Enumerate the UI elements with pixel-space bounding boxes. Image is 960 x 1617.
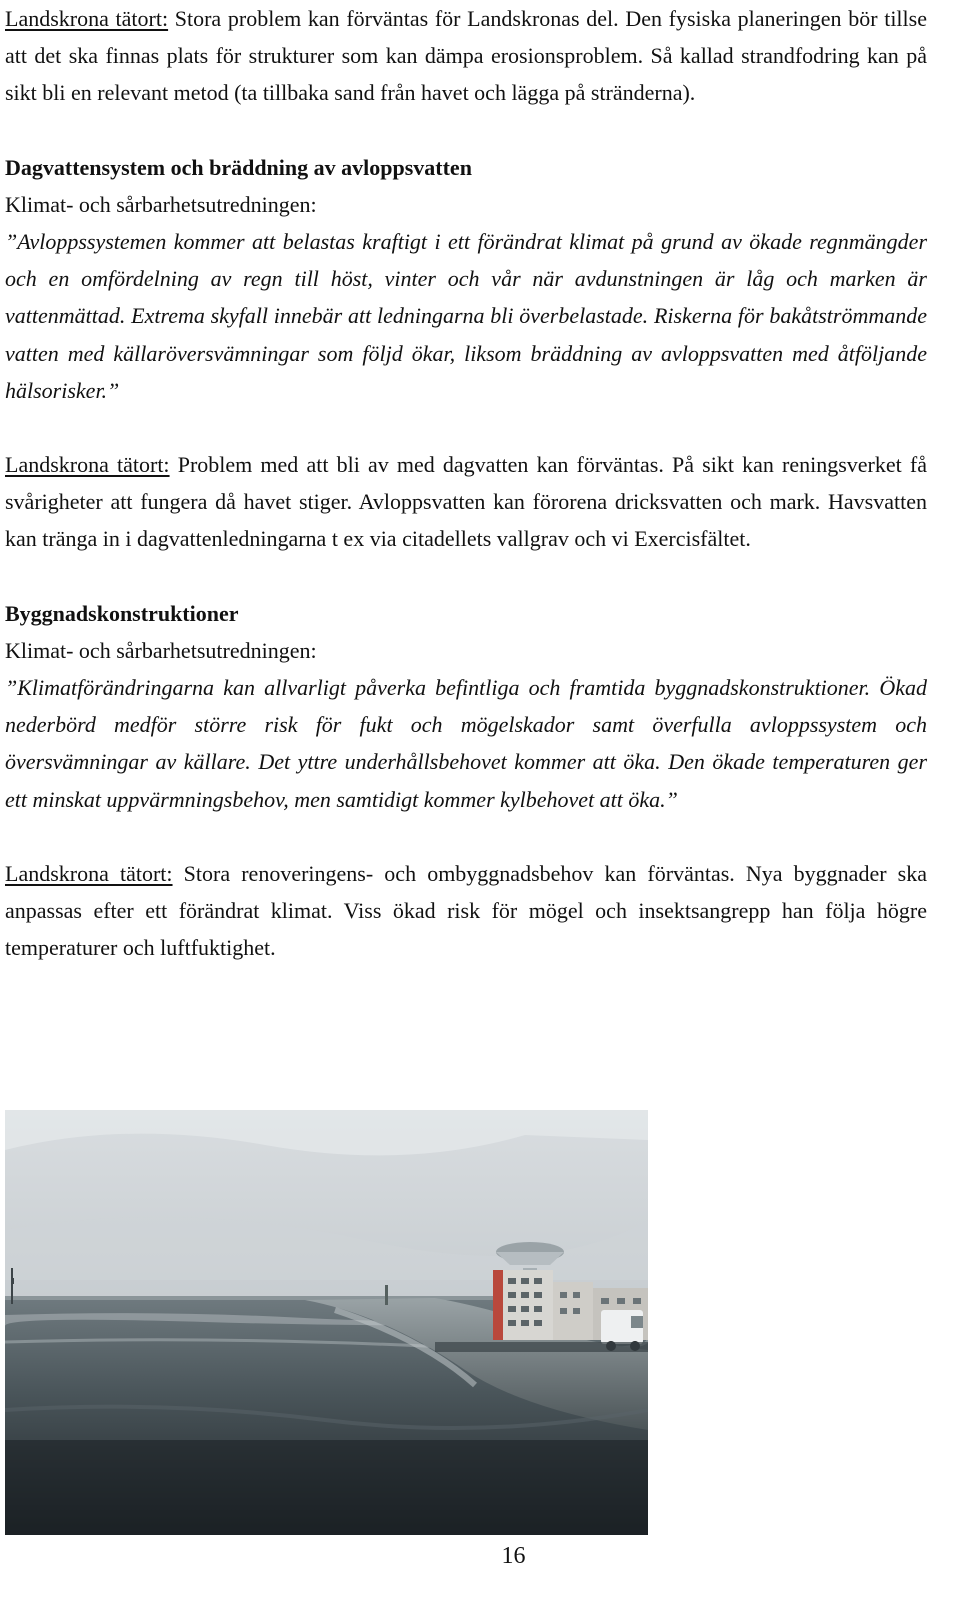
section1-local-text: Problem med att bli av med dagvatten kan förväntas. På sikt kan reningsverket få svårigheter att fungera då havet stiger. Avloppsvatten kan förorena dricksvatten och mark. Havsvatten kan tränga in i dagvattenledningarna t ex via citadellets vallgrav och vi Exercisfältet. <box>5 452 928 552</box>
section2-local-label: Landskrona tätort: <box>5 860 173 886</box>
section-heading-dagvatten: Dagvattensystem och bräddning av avloppsvatten <box>5 154 472 180</box>
section1-quote: ”Avloppssystemen kommer att belastas kraftigt i ett förändrat klimat på grund av ökade regnmängder och en omfördelning av regn till höst, vinter och vår när avdunstningen är låg och marken är vattenmättad. Extrema skyfall innebär att ledningarna bli överbelastade. Riskerna för bakåtströmmande vatten med källaröversvämningar som följd ökar, liksom bräddning av avloppsvatten med åtföljande hälsorisker.” <box>5 229 927 403</box>
section1-local-paragraph <box>5 446 927 558</box>
intro-paragraph <box>5 0 927 112</box>
page-number: 16 <box>501 1543 526 1569</box>
section2-source: Klimat- och sårbarhetsutredningen: <box>5 637 317 663</box>
intro-text: Stora problem kan förväntas för Landskronas del. Den fysiska planeringen bör tillse att det ska finnas plats för strukturer som kan dämpa erosionsproblem. Så kallad strandfodring kan på sikt bli en relevant metod (ta tillbaka sand från havet och lägga på stränderna). <box>5 6 927 106</box>
section2-local-paragraph <box>5 855 927 967</box>
flooded-harbour-photo <box>5 1110 648 1535</box>
section1-local-label: Landskrona tätort: <box>5 452 170 478</box>
section1-source: Klimat- och sårbarhetsutredningen: <box>5 191 317 217</box>
section2-local-text: Stora renoveringens- och ombyggnadsbehov kan förväntas. Nya byggnader ska anpassas efter ett förändrat klimat. Viss ökad risk för mögel och insektsangrepp han följa högre temperaturer och luftfuktighet. <box>5 860 927 961</box>
section-heading-byggnad: Byggnadskonstruktioner <box>5 600 239 626</box>
document-page <box>5 0 927 966</box>
section2-quote: ”Klimatförändringarna kan allvarligt påverka befintliga och framtida byggnadskonstruktioner. Ökad nederbörd medför större risk för fukt och mögelskador samt överfulla avloppssystem och översvämningar av källare. Det yttre underhållsbehovet kommer att öka. Den ökade temperaturen ger ett minskat uppvärmningsbehov, men samtidigt kommer kylbehovet att öka.” <box>5 675 927 812</box>
photo-illustration <box>5 1110 648 1535</box>
intro-label: Landskrona tätort: <box>5 6 169 31</box>
